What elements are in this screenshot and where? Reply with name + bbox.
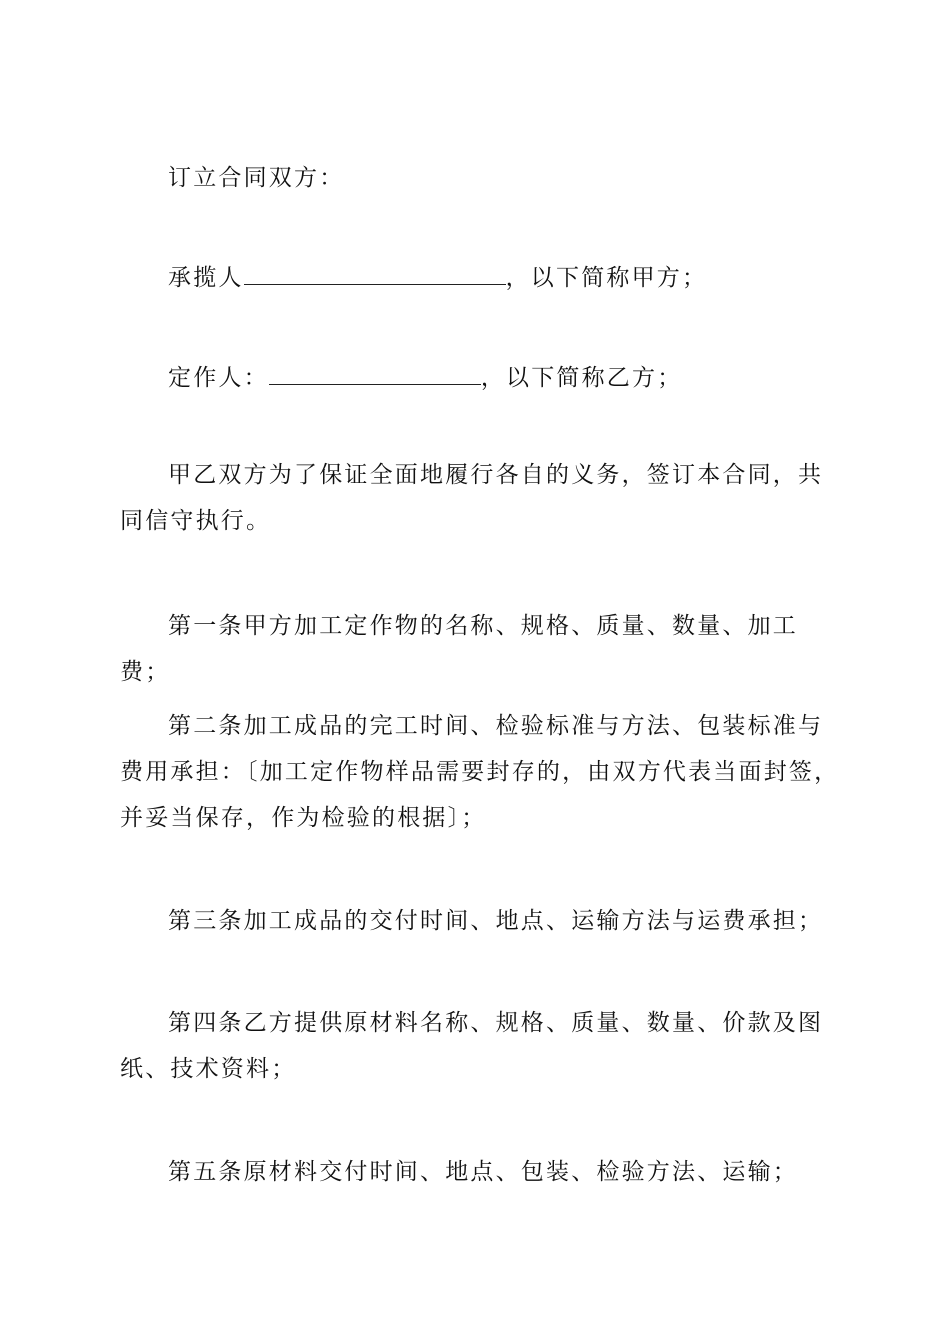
ordering-party-blank-field[interactable] bbox=[269, 358, 481, 385]
parties-heading-text: 订立合同双方： bbox=[168, 165, 345, 191]
contractor-blank-field[interactable] bbox=[244, 258, 506, 285]
contractor-line bbox=[120, 255, 840, 301]
article-1-text: 第一条甲方加工定作物的名称、规格、质量、数量、加工费； bbox=[120, 613, 798, 685]
article-4 bbox=[120, 1000, 840, 1092]
article-3 bbox=[120, 898, 840, 944]
preamble-line-2: 信守执行。 bbox=[145, 508, 272, 534]
article-2-line-3: 妥当保存，作为检验的根据〕； bbox=[145, 805, 487, 831]
article-2-line-1: 第二条加工成品的完工时间、检验标准与方法、包装标准与费 bbox=[120, 713, 824, 785]
preamble-line-1: 甲乙双方为了保证全面地履行各自的义务，签订本合同，共同 bbox=[120, 462, 824, 534]
ordering-party-suffix: ，以下简称乙方； bbox=[480, 365, 683, 391]
ordering-party-line bbox=[120, 355, 840, 401]
article-4-line-1: 第四条乙方提供原材料名称、规格、质量、数量、价款及图纸、 bbox=[120, 1010, 824, 1082]
article-5-text: 第五条原材料交付时间、地点、包装、检验方法、运输； bbox=[168, 1159, 798, 1185]
preamble-text bbox=[120, 462, 823, 534]
contractor-label: 承揽人 bbox=[168, 265, 244, 291]
article-3-text: 第三条加工成品的交付时间、地点、运输方法与运费承担； bbox=[168, 908, 824, 934]
article-4-line-2: 技术资料； bbox=[170, 1056, 297, 1082]
article-2-line-2: 用承担：〔加工定作物样品需要封存的，由双方代表当面封签，并 bbox=[120, 759, 840, 831]
preamble-paragraph bbox=[120, 452, 840, 544]
article-4-text bbox=[120, 1010, 823, 1082]
article-5 bbox=[120, 1149, 840, 1195]
article-2 bbox=[120, 703, 840, 841]
contractor-suffix: ，以下简称甲方； bbox=[505, 265, 708, 291]
ordering-party-label: 定作人： bbox=[168, 365, 269, 391]
parties-heading bbox=[120, 155, 840, 201]
article-1 bbox=[120, 603, 840, 695]
article-2-text bbox=[120, 713, 839, 831]
